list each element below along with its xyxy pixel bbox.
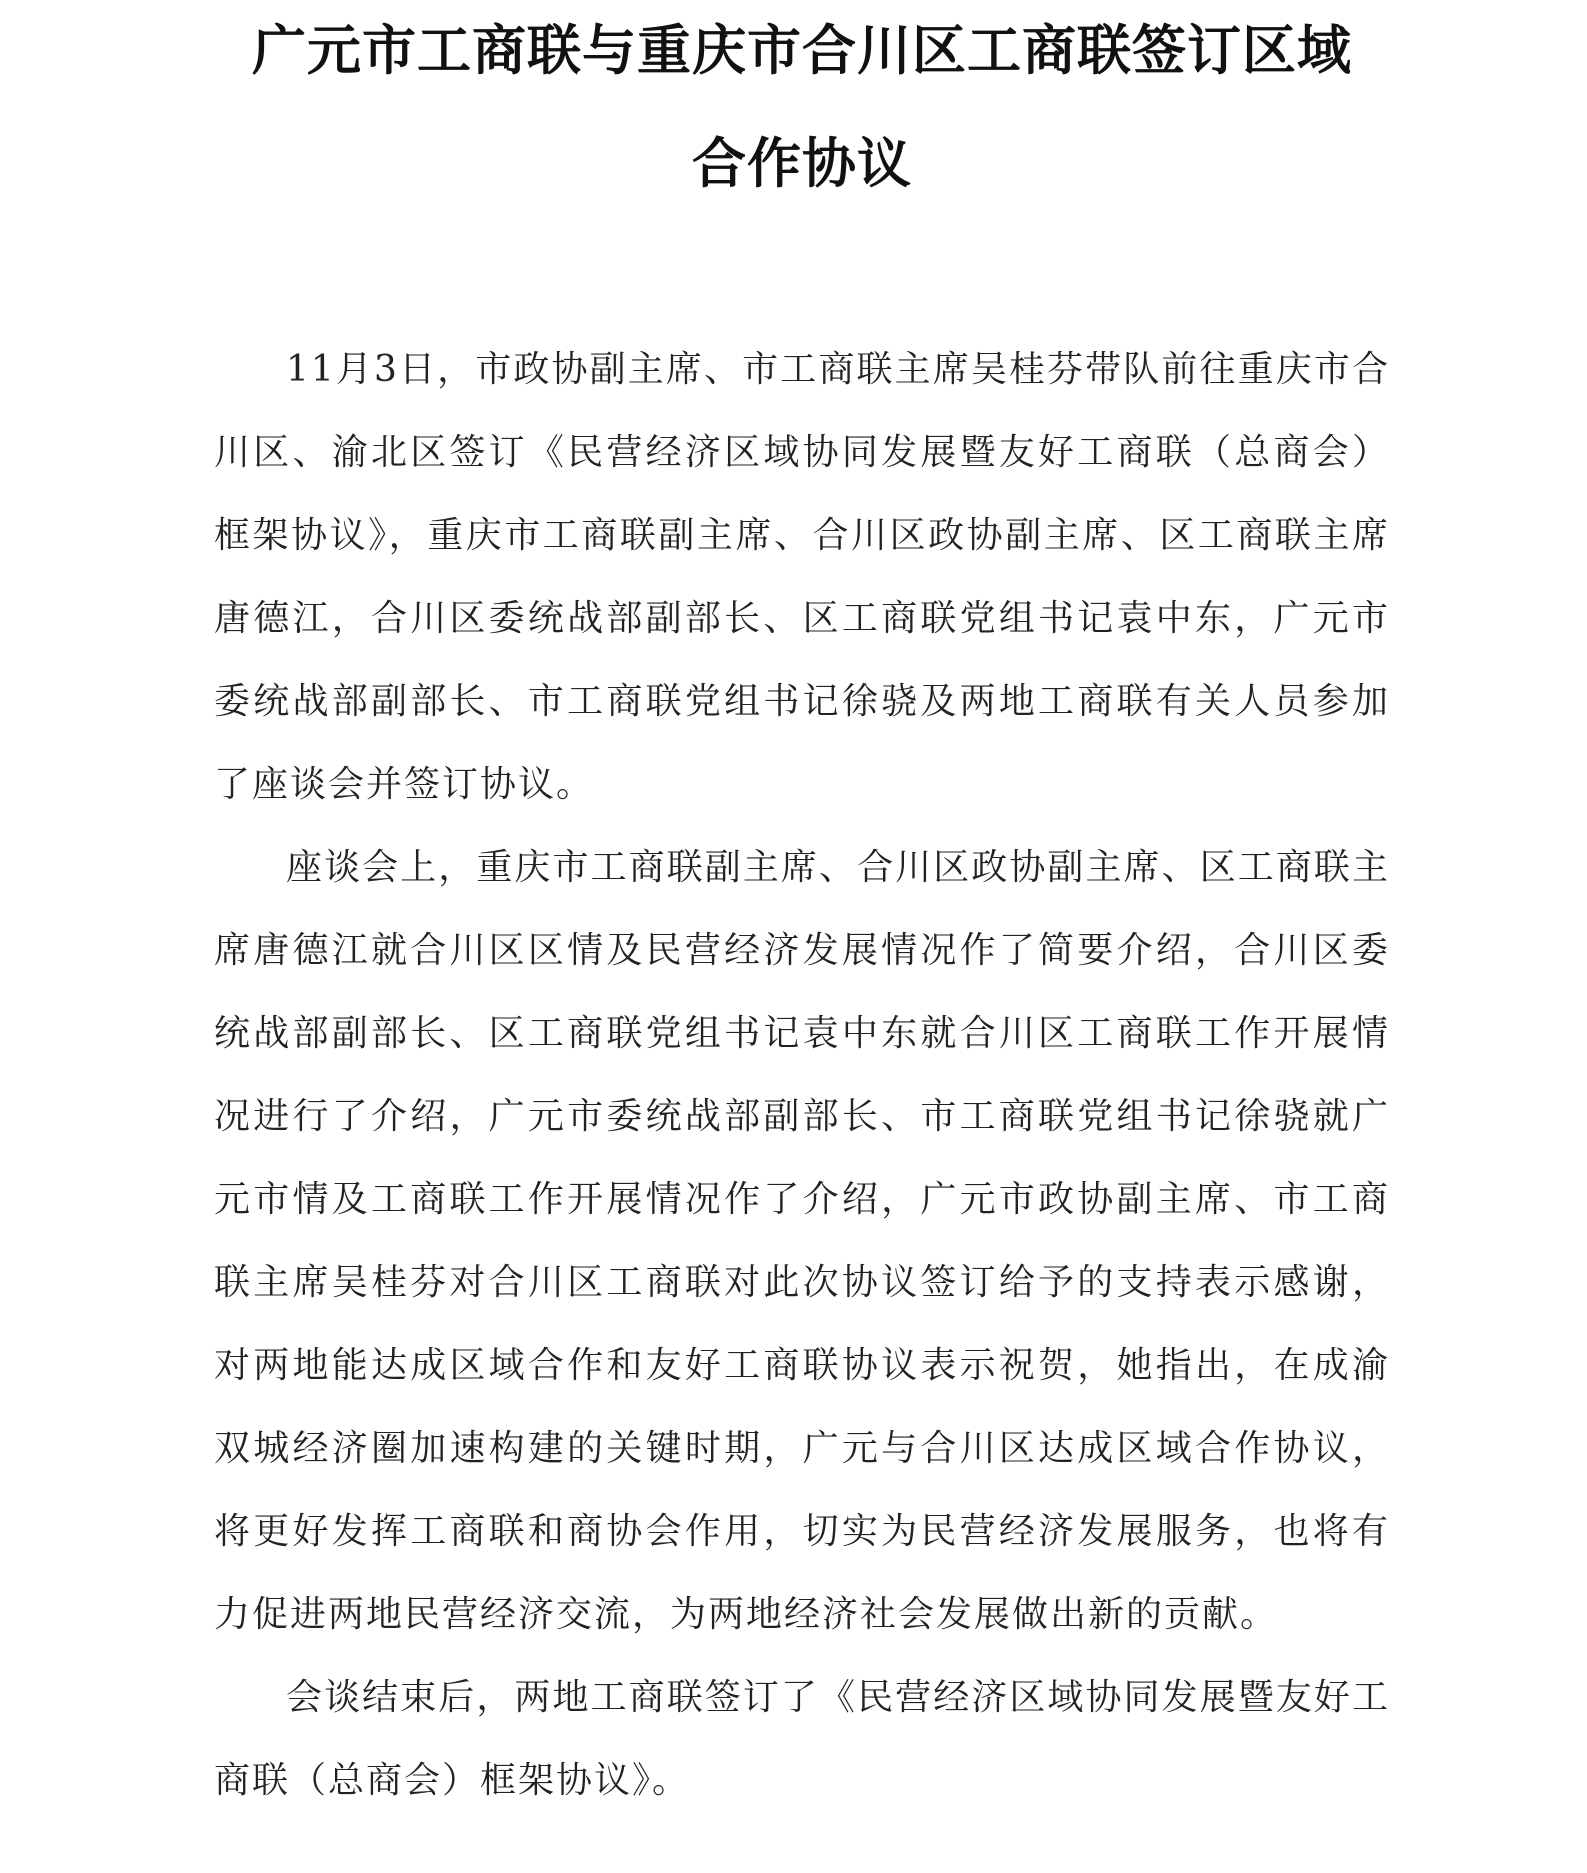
paragraph-1: 11月3日，市政协副主席、市工商联主席吴桂芬带队前往重庆市合川区、渝北区签订《民营经济区域协同发展暨友好工商联（总商会）框架协议》，重庆市工商联副主席、合川区政协副主席、区工商联主席唐德江，合川区委统战部副部长、区工商联党组书记袁中东，广元市委统战部副部长、市工商联党组书记徐骁及两地工商联有关人员参加了座谈会并签订协议。: [214, 349, 1390, 805]
paragraph-2: 座谈会上，重庆市工商联副主席、合川区政协副主席、区工商联主席唐德江就合川区区情及民营经济发展情况作了简要介绍，合川区委统战部副部长、区工商联党组书记袁中东就合川区工商联工作开展情况进行了介绍，广元市委统战部副部长、市工商联党组书记徐骁就广元市情及工商联工作开展情况作了介绍，广元市政协副主席、市工商联主席吴桂芬对合川区工商联对此次协议签订给予的支持表示感谢，对两地能达成区域合作和友好工商联协议表示祝贺，她指出，在成渝双城经济圈加速构建的关键时期，广元与合川区达成区域合作协议，将更好发挥工商联和商协会作用，切实为民营经济发展服务，也将有力促进两地民营经济交流，为两地经济社会发展做出新的贡献。: [214, 847, 1390, 1635]
document-title-line-2: 合作协议: [692, 131, 912, 195]
document-title-line-1: 广元市工商联与重庆市合川区工商联签订区域: [252, 18, 1352, 82]
document-body: [214, 328, 1390, 1822]
paragraph-3: 会谈结束后，两地工商联签订了《民营经济区域协同发展暨友好工商联（总商会）框架协议》。: [214, 1677, 1390, 1801]
